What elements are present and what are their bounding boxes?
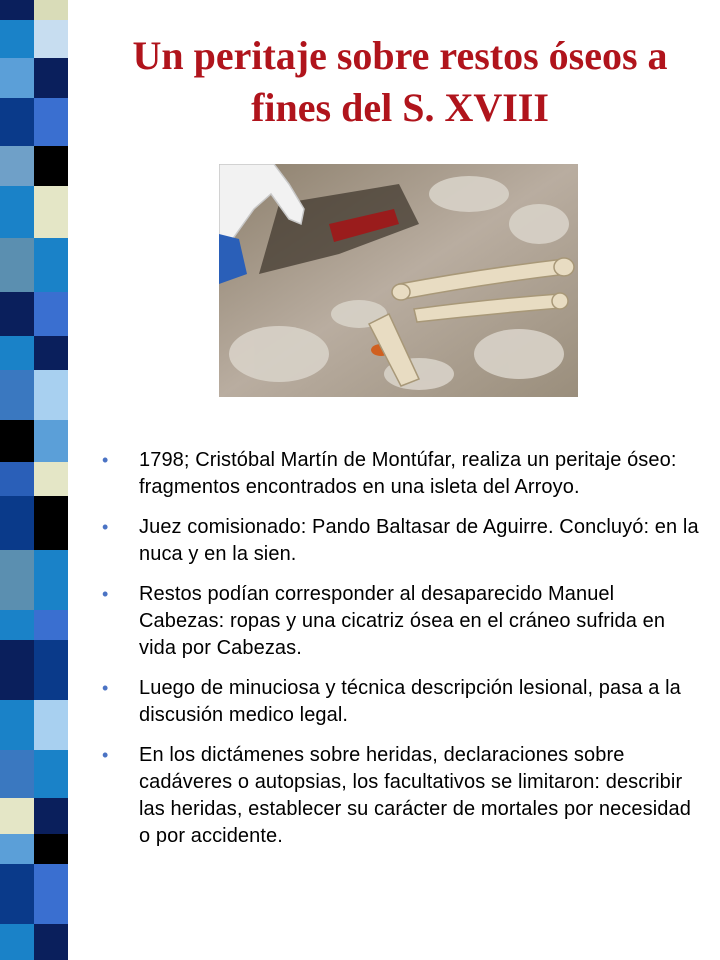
bullet-text: Restos podían corresponder al desaparecido Manuel Cabezas: ropas y una cicatriz ósea en el cráneo sufrida en vida por Cabezas.	[139, 583, 666, 659]
bullet-item	[100, 514, 700, 568]
bullet-dot-icon: •	[102, 584, 109, 604]
slide-title	[90, 30, 710, 134]
bullet-dot-icon: •	[102, 678, 109, 698]
excavation-photo	[219, 164, 578, 397]
bullet-text: 1798; Cristóbal Martín de Montúfar, realiza un peritaje óseo: fragmentos encontrados en una isleta del Arroyo.	[139, 449, 677, 498]
title-line-1: Un peritaje sobre restos óseos a	[132, 33, 668, 78]
bullet-item	[100, 447, 700, 501]
bullet-text: En los dictámenes sobre heridas, declaraciones sobre cadáveres o autopsias, los facultativos se limitaron: describir las heridas, establecer su carácter de mortales por necesidad o por accidente.	[139, 744, 691, 847]
stripe-cells	[0, 0, 68, 960]
bullet-dot-icon: •	[102, 745, 109, 765]
decorative-stripe-band	[0, 0, 68, 960]
bullet-text: Juez comisionado: Pando Baltasar de Aguirre. Concluyó: en la nuca y en la sien.	[139, 516, 699, 565]
title-line-2: fines del S. XVIII	[251, 85, 549, 130]
bullet-item	[100, 742, 700, 850]
bullet-dot-icon: •	[102, 450, 109, 470]
bullet-item	[100, 581, 700, 662]
bullet-item	[100, 675, 700, 729]
bullet-list	[100, 447, 700, 863]
bullet-dot-icon: •	[102, 517, 109, 537]
bullet-text: Luego de minuciosa y técnica descripción lesional, pasa a la discusión medico legal.	[139, 677, 681, 726]
